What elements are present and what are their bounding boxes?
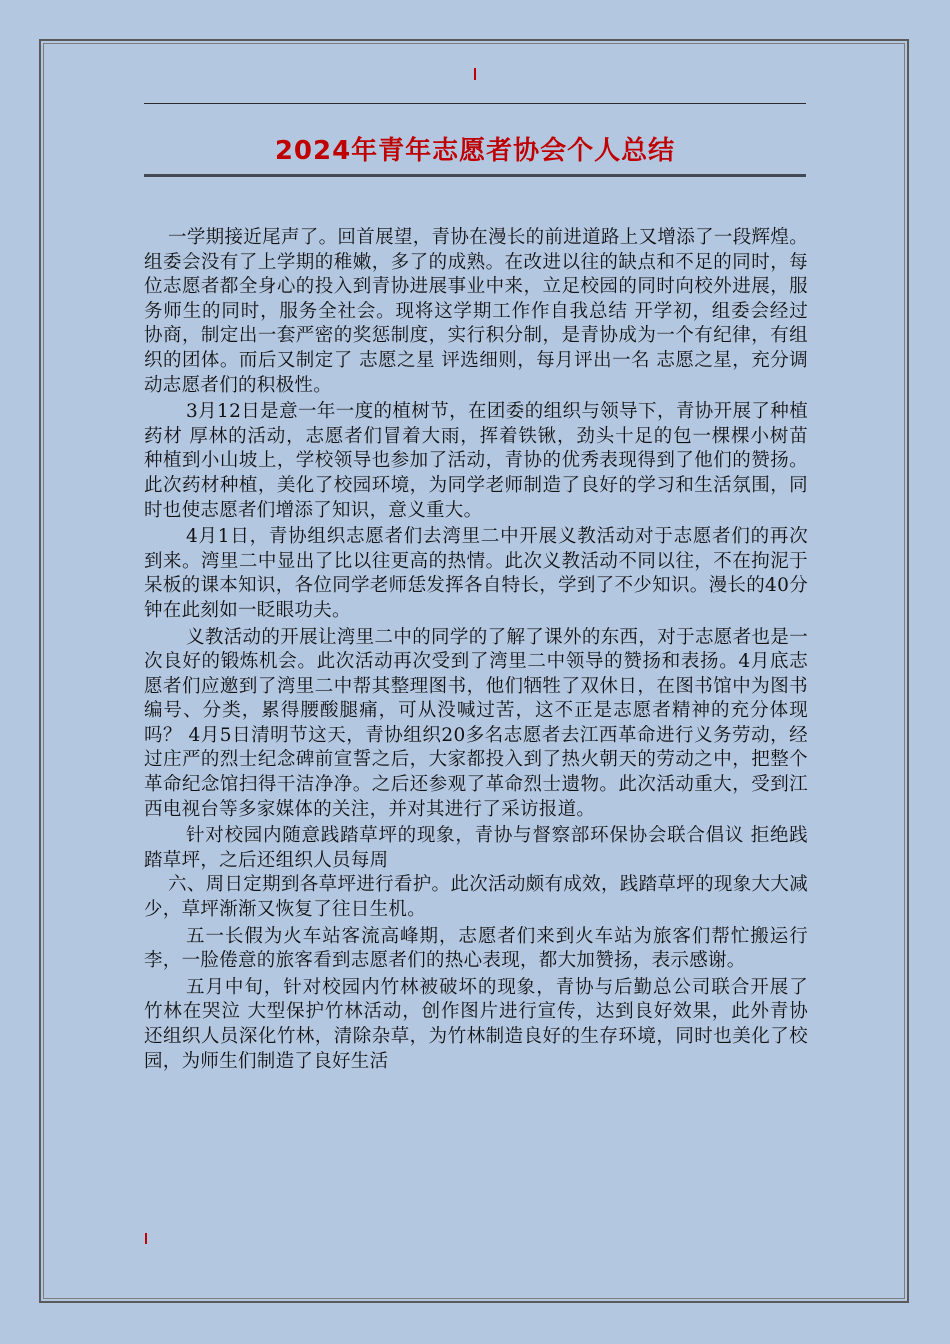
paragraph: 3月12日是意一年一度的植树节，在团委的组织与领导下，青协开展了种植药材 厚林的活动，志愿者们冒着大雨，挥着铁锹，劲头十足的包一棵棵小树苗种植到小山坡上，学校领导也参加了活动，青协的优秀表现得到了他们的赞扬。此次药材种植，美化了校园环境，为同学老师制造了良好的学习和生活氛围，同时也使志愿者们增添了知识，意义重大。 <box>144 401 808 521</box>
paragraph: 六、周日定期到各草坪进行看护。此次活动颇有成效，践踏草坪的现象大大减少，草坪渐渐又恢复了往日生机。 <box>144 874 808 921</box>
paragraph: 4月1日，青协组织志愿者们去湾里二中开展义教活动对于志愿者们的再次到来。湾里二中显出了比以往更高的热情。此次义教活动不同以往，不在拘泥于呆板的课本知识，各位同学老师恁发挥各自特长，学到了不少知识。漫长的40分钟在此刻如一眨眼功夫。 <box>144 526 808 621</box>
paragraph: 五一长假为火车站客流高峰期，志愿者们来到火车站为旅客们帮忙搬运行李，一脸倦意的旅客看到志愿者们的热心表现，都大加赞扬，表示感谢。 <box>144 925 808 972</box>
paragraph: 一学期接近尾声了。回首展望，青协在漫长的前进道路上又增添了一段辉煌。组委会没有了上学期的稚嫩，多了的成熟。在改进以往的缺点和不足的同时，每位志愿者都全身心的投入到青协进展事业中来，立足校园的同时向校外进展，服务师生的同时，服务全社会。现将这学期工作作自我总结 开学初，组委会经过协商，制定出一套严密的奖惩制度，实行积分制，是青协成为一个有纪律，有组织的团体。而后又制定了 志愿之星 评选细则，每月评出一名 志愿之星，充分调动志愿者们的积极性。 <box>144 227 808 396</box>
header-rule <box>144 103 806 104</box>
paragraph: 义教活动的开展让湾里二中的同学的了解了课外的东西，对于志愿者也是一次良好的锻炼机会。此次活动再次受到了湾里二中领导的赞扬和表扬。4月底志愿者们应邀到了湾里二中帮其整理图书，他们牺牲了双休日，在图书馆中为图书编号、分类，累得腰酸腿痛，可从没喊过苦，这不正是志愿者精神的充分体现吗？ 4月5日清明节这天，青协组织20多名志愿者去江西革命进行义务劳动，经过庄严的烈士纪念碑前宣誓之后，大家都投入到了热火朝天的劳动之中，把整个革命纪念馆扫得干洁净净。之后还参观了革命烈士遗物。此次活动重大，受到江西电视台等多家媒体的关注，并对其进行了采访报道。 <box>144 626 808 820</box>
header-cursor-mark <box>474 68 476 80</box>
title-rule <box>144 174 806 177</box>
footer-cursor-mark <box>145 1233 147 1244</box>
paragraph: 针对校园内随意践踏草坪的现象，青协与督察部环保协会联合倡议 拒绝践踏草坪，之后还组织人员每周 <box>144 825 808 871</box>
paragraph: 五月中旬，针对校园内竹林被破坏的现象，青协与后勤总公司联合开展了 竹林在哭泣 大型保护竹林活动，创作图片进行宣传，达到良好效果，此外青协还组织人员深化竹林，清除杂草，为竹林制造良好的生存环境，同时也美化了校园，为师生们制造了良好生活 <box>144 976 808 1072</box>
document-title: 2024年青年志愿者协会个人总结 <box>274 136 676 166</box>
document-body <box>144 226 808 1074</box>
